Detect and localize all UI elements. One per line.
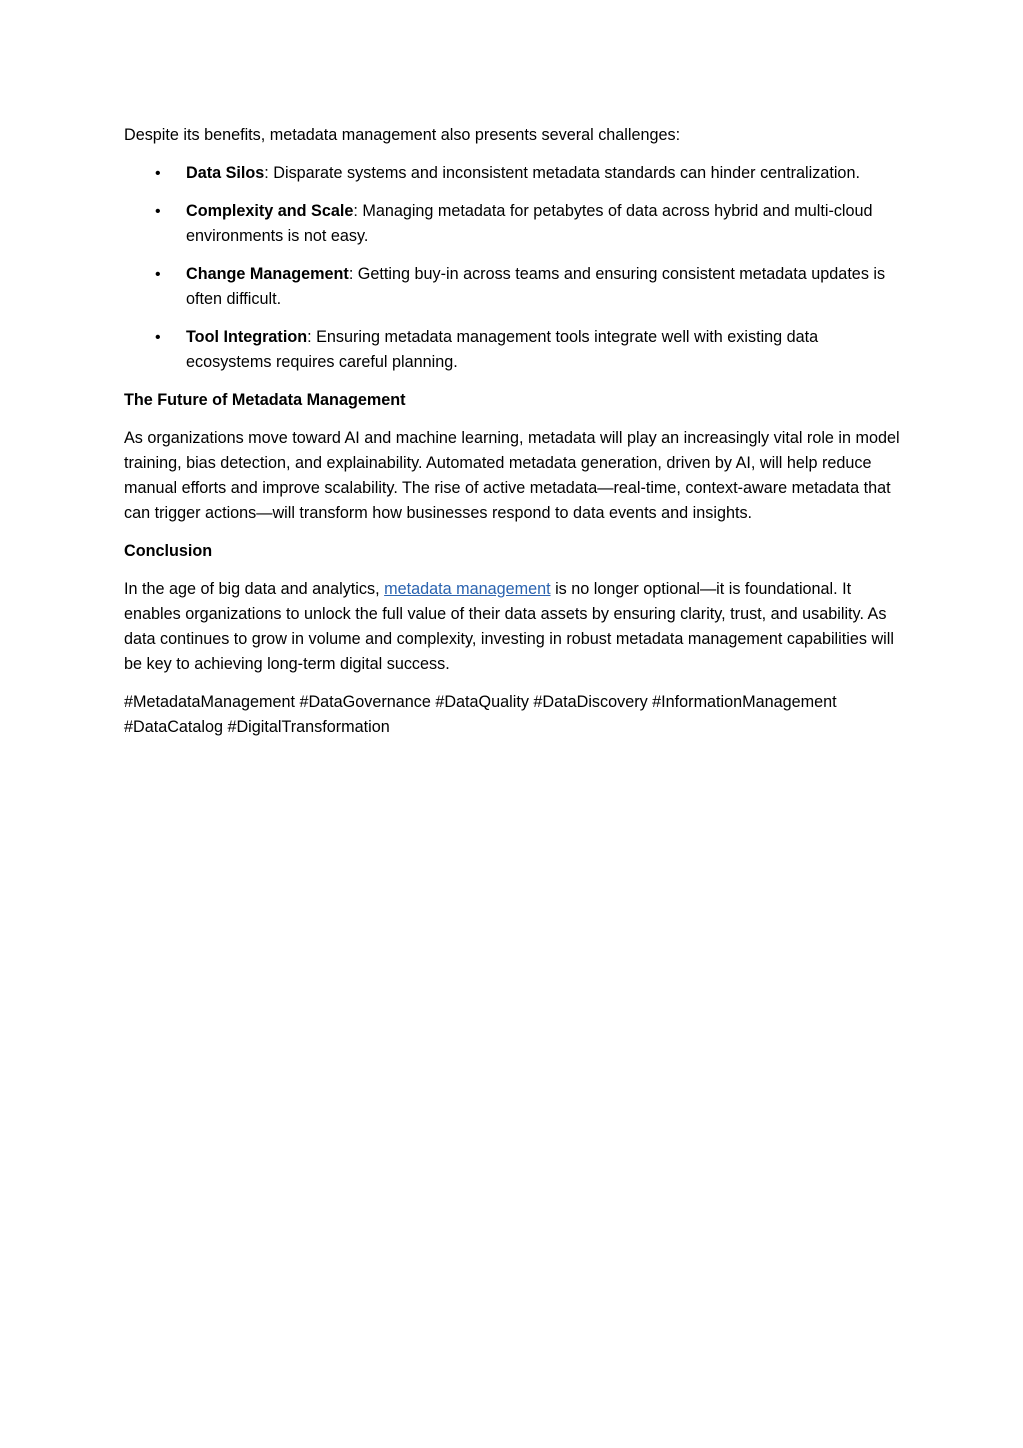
bullet-icon: • — [155, 203, 161, 220]
challenge-text: : Ensuring metadata management tools integrate well with existing data ecosystems requires careful planning. — [186, 328, 819, 371]
list-item — [124, 325, 904, 375]
conclusion-heading: Conclusion — [124, 542, 213, 560]
list-item — [124, 262, 904, 312]
future-paragraph: As organizations move toward AI and machine learning, metadata will play an increasingly vital role in model training, bias detection, and explainability. Automated metadata generation, driven by AI, will help reduce manual efforts and improve scalability. The rise of active metadata—real-time, context-aware metadata that can trigger actions—will transform how businesses respond to data events and insights. — [124, 429, 900, 522]
challenge-term: Change Management — [186, 265, 349, 283]
challenge-term: Complexity and Scale — [186, 202, 354, 220]
challenge-term: Data Silos — [186, 164, 265, 182]
conclusion-text-after: is no longer optional—it is foundational. It enables organizations to unlock the full value of their data assets by ensuring clarity, trust, and usability. As data continues to grow in volume and complexity, investing in robust metadata management capabilities will be key to achieving long-term digital success. — [124, 580, 894, 673]
list-item — [124, 199, 904, 249]
conclusion-text-before: In the age of big data and analytics, — [124, 580, 385, 598]
conclusion-paragraph — [124, 577, 904, 677]
bullet-icon: • — [155, 329, 161, 346]
intro-paragraph: Despite its benefits, metadata management also presents several challenges: — [124, 126, 681, 144]
challenge-text: : Getting buy-in across teams and ensuring consistent metadata updates is often difficult. — [186, 265, 886, 308]
document-page — [124, 123, 904, 753]
challenges-list — [124, 161, 904, 375]
challenge-text: : Disparate systems and inconsistent metadata standards can hinder centralization. — [264, 164, 860, 182]
list-item — [124, 161, 904, 186]
challenge-text: : Managing metadata for petabytes of data across hybrid and multi-cloud environments is not easy. — [186, 202, 873, 245]
metadata-management-link[interactable]: metadata management — [384, 580, 551, 598]
bullet-icon: • — [155, 266, 161, 283]
hashtags-paragraph: #MetadataManagement #DataGovernance #DataQuality #DataDiscovery #InformationManagement #DataCatalog #DigitalTransformation — [124, 693, 837, 736]
bullet-icon: • — [155, 165, 161, 182]
future-heading: The Future of Metadata Management — [124, 391, 406, 409]
challenge-term: Tool Integration — [186, 328, 308, 346]
